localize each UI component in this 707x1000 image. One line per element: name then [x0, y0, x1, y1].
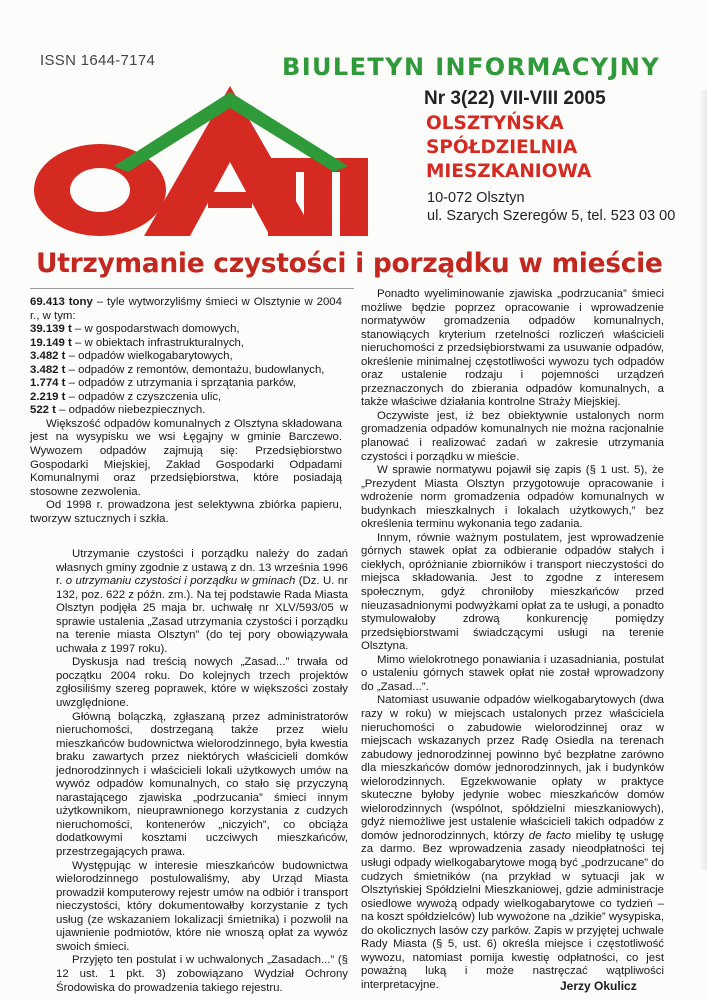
paragraph: Oczywiste jest, iż bez obiektywnie ustalonych norm gromadzenia odpadów komunalnych nie można racjonalnie planować i realizować zadań w zakresie utrzymania czystości i porządku w mieście.: [361, 409, 664, 463]
stat-line: 2.219 t – odpadów z czyszczenia ulic,: [30, 390, 222, 403]
osm-logo: [18, 58, 418, 238]
paragraph: Dyskusja nad treścią nowych „Zasad...” trwała od początku 2004 roku. Do kolejnych trzech projektów zgłosiliśmy szereg poprawek, które w większości zostały uwzględnione.: [56, 656, 348, 710]
paragraph: Ponadto wyeliminowanie zjawiska „podrzucania” śmieci możliwe będzie poprzez opracowanie i wprowadzenie normatywów gromadzenia odpadów komunalnych, stanowiących kryterium rzetelności rozliczeń właścicieli nieruchomości z przedsiębiorstwami za usuwanie odpadów, określenie minimalnej częstotliwości wywozu tych odpadów oraz ustalenie rodzaju i pojemności urządzeń przeznaczonych do zbierania odpadów komunalnych, a także właściwe działania kontrolne Straży Miejskiej.: [361, 288, 664, 409]
logo-letter-m: [268, 158, 368, 236]
stat-line: 3.482 t – odpadów z remontów, demontażu, budowlanych,: [30, 363, 325, 376]
cooperative-name-line-1: OLSZTYŃSKA: [426, 113, 564, 134]
cooperative-name-line-3: MIESZKANIOWA: [426, 161, 592, 182]
scan-edge-shadow: [699, 90, 707, 870]
stats-paragraph-landfill: Większość odpadów komunalnych z Olsztyna składowana jest na wysypisku we wsi Łęgajny w gminie Barczewo. Wywozem odpadów zajmują się: Przedsiębiorstwo Gospodarki Miejskiej, Zakład Gospodarki Odpadami Komunalnymi oraz przedsiębiorstwa, które posiadają stosowne zezwolenia.: [30, 417, 342, 498]
paragraph: W sprawie normatywu pojawił się zapis (§ 1 ust. 5), że „Prezydent Miasta Olsztyn przygotowuje opracowanie i wdrożenie norm gromadzenia odpadów komunalnych w budynkach mieszkalnych i lokalach użytkowych,” bez określenia terminu wykonania tego zadania.: [361, 464, 664, 531]
paragraph: Utrzymanie czystości i porządku należy do zadań własnych gminy zgodnie z ustawą z dn. 13 września 1996 r. o utrzymaniu czystości i porządku w gminach (Dz. U. nr 132, poz. 622 z późn. zm.). Na tej podstawie Rada Miasta Olsztyn podjęła 25 maja br. uchwałę nr XLV/593/05 w sprawie ustalenia „Zasad utrzymania czystości i porządku na terenie miasta Olsztyn” (do tej pory obowiązywała uchwała z 1997 roku).: [56, 548, 348, 655]
stat-line: 19.149 t – w obiektach infrastrukturalnych,: [30, 336, 245, 349]
author-signature: Jerzy Okulicz: [560, 979, 637, 993]
paragraph: Natomiast usuwanie odpadów wielkogabarytowych (dwa razy w roku) w miejscach ustalonych przez właściciela nieruchomości o zabudowie wielorodzinnej oraz w miejscach wskazanych przez Radę Osiedla na terenach zabudowy jednorodzinnej powinno być bezpłatne zarówno dla mieszkańców domów jednorodzinnych, jak i budynków wielorodzinnych. Egzekwowanie opłaty w praktyce skuteczne byłoby jedynie wobec mieszkańców domów wielorodzinnych (wspólnot, spółdzielni mieszkaniowych), gdyż niemożliwe jest ustalenie właścicieli takich odpadów z domów jednorodzinnych, którzy de facto mieliby tę usługę za darmo. Bez wprowadzenia zasady nieodpłatności tej usługi odpady wielkogabarytowe mogą być „podrzucane” do cudzych śmietników (na przykład w sytuacji jak w Olsztyńskiej Spółdzielni Mieszkaniowej, gdzie administracje osiedlowe wywożą odpady wielkogabarytowe co tydzień – na koszt spółdzielców) lub wywożone na „dzikie” wysypiska, do okolicznych lasów czy parków. Zapis w przyjętej uchwale Rady Miasta (§ 5, ust. 6) określa miejsce i częstotliwość wywozu, natomiast pomija kwestię odpłatności, co jest poważną luką i może nastręczać wątpliwości interpretacyjne.: [361, 694, 665, 991]
stat-line: 39.139 t – w gospodarstwach domowych,: [30, 323, 240, 336]
paragraph: Innym, równie ważnym postulatem, jest wprowadzenie górnych stawek opłat za odbieranie odpadów stałych i ciekłych, opróżnianie zbiorników i transport nieczystości do miejsca składowania. Jest to zgodne z interesem społecznym, gdyż chroniłoby mieszkańców przed nieuzasadnionymi podwyżkami opłat za te usługi, a ponadto stymulowałoby zdrową konkurencję pomiędzy przedsiębiorstwami świadczącymi usługi na terenie Olsztyna.: [361, 531, 664, 653]
issue-number: Nr 3(22) VII-VIII 2005: [424, 88, 606, 109]
stats-paragraph-recycling: Od 1998 r. prowadzona jest selektywna zbiórka papieru, tworzyw sztucznych i szkła.: [30, 499, 342, 525]
stat-line: 522 t – odpadów niebezpiecznych.: [30, 404, 206, 417]
stat-line: 69.413 tony – tyle wytworzyliśmy śmieci w Olsztynie w 2004 r., w tym:: [30, 296, 342, 322]
paragraph: Przyjęto ten postulat i w uchwalonych „Zasadach...” (§ 12 ust. 1 pkt. 3) zobowiązano Wydział Ochrony Środowiska do prowadzenia takiego rejestru.: [56, 954, 348, 994]
stat-line: 3.482 t – odpadów wielkogabarytowych,: [30, 350, 233, 363]
paragraph: Mimo wielokrotnego ponawiania i uzasadniania, postulat o ustaleniu górnych stawek opłat nie został wprowadzony do „Zasad...”.: [361, 653, 664, 693]
paragraph: Występując w interesie mieszkańców budownictwa wielorodzinnego postulowaliśmy, aby Urząd Miasta prowadził komputerowy rejestr umów na odbiór i transport nieczystości, który dokumentowałby korzystanie z tych usług (ze wskazaniem lokalizacji śmietnika) i pozwolił na ujawnienie podmiotów, które nie wnoszą opłat za wywóz swoich śmieci.: [56, 859, 348, 953]
issn-number: ISSN 1644-7174: [40, 52, 156, 69]
paragraph: Główną bolączką, zgłaszaną przez administratorów nieruchomości, dostrzeganą także przez wielu mieszkańców budownictwa wielorodzinnego, była kwestia braku zawartych przez niektórych właścicieli domków jednorodzinnych i właścicieli lokali użytkowych umów na wywóz odpadów komunalnych, co stało się przyczyną narastającego zjawiska „podrzucania” śmieci innym użytkownikom, nieuprawnionego korzystania z cudzych nieruchomości, kontenerów „niczyich”, co obciąża dodatkowymi kosztami uczciwych mieszkańców, przestrzegających prawa.: [56, 710, 348, 859]
article-headline: Utrzymanie czystości i porządku w mieście: [36, 248, 663, 279]
cooperative-name-line-2: SPÓŁDZIELNIA: [426, 137, 578, 158]
article-column-left: [56, 548, 348, 995]
article-column-right: [361, 288, 664, 992]
bulletin-title: BIULETYN INFORMACYJNY: [282, 53, 661, 81]
stat-line: 1.774 t – odpadów z utrzymania i sprzątania parków,: [30, 377, 296, 390]
address-postal: 10-072 Olsztyn: [427, 190, 525, 206]
address-street-phone: ul. Szarych Szeregów 5, tel. 523 03 00: [427, 208, 676, 224]
waste-statistics-box: [30, 296, 342, 526]
